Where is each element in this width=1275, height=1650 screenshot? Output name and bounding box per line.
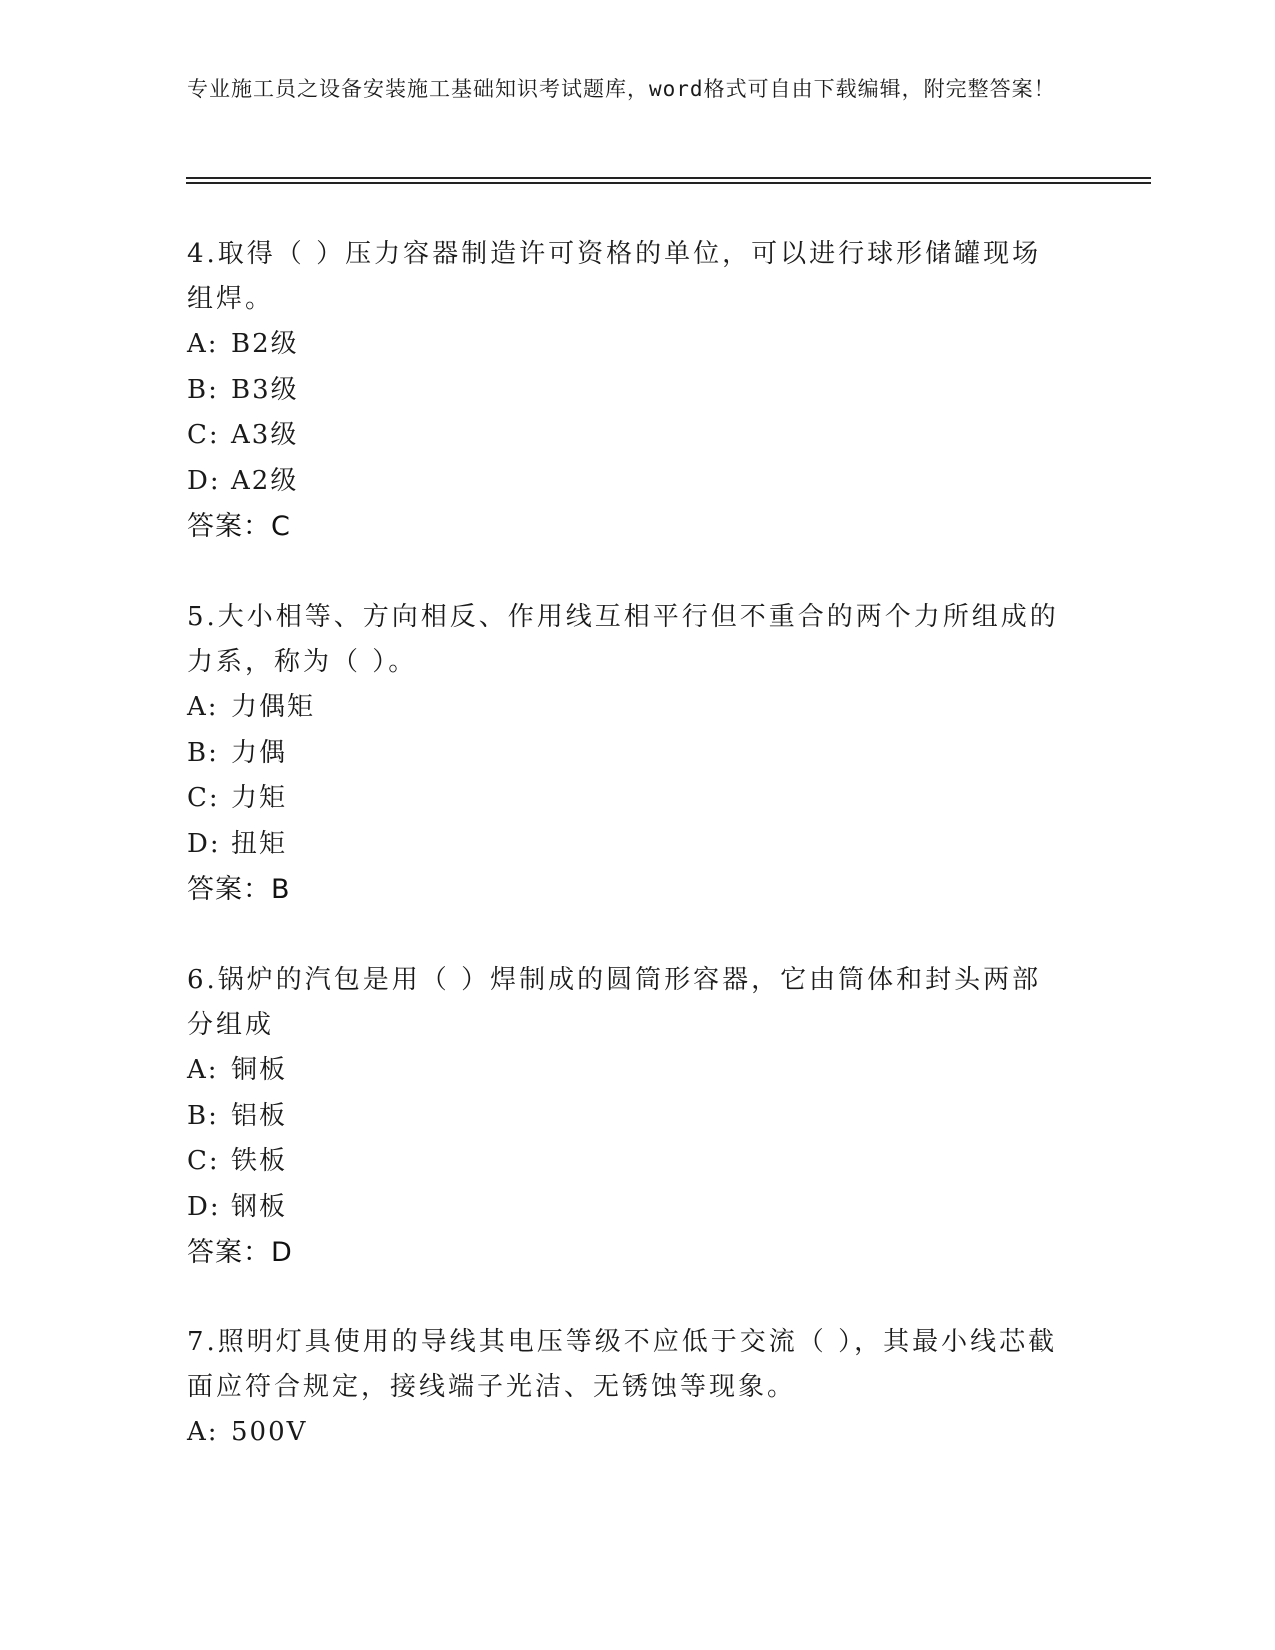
option-list [187,1410,1067,1456]
option-letter: D: [187,465,221,496]
option-a [187,685,1067,731]
option-text: A3级 [231,420,299,450]
option-text: 铁板 [231,1146,288,1176]
option-list [187,1048,1067,1230]
option-letter: D: [187,1191,221,1222]
option-d [187,1185,1067,1231]
option-text: B3级 [231,374,299,405]
option-list [187,685,1067,867]
document-header: 专业施工员之设备安装施工基础知识考试题库，word格式可自由下载编辑，附完整答案！ [187,77,1056,101]
option-b [187,1094,1067,1140]
question-stem: 6.锅炉的汽包是用（ ）焊制成的圆筒形容器，它由筒体和封头两部分组成 [187,965,1042,1040]
option-text: A2级 [231,465,299,496]
answer-line: 答案：B [187,874,291,905]
option-d [187,459,1067,505]
option-list [187,322,1067,504]
option-a [187,1048,1067,1094]
option-c [187,776,1067,822]
option-c [187,413,1067,459]
option-letter: D: [187,828,221,859]
answer-line: 答案：D [187,1237,293,1268]
option-b [187,731,1067,777]
answer-line: 答案：C [187,511,291,542]
option-d [187,822,1067,868]
question-6 [187,958,1067,1276]
header-rule-top [186,177,1151,179]
option-text: 扭矩 [231,828,288,859]
option-a [187,322,1067,368]
option-a [187,1410,1067,1456]
option-letter: C: [187,420,220,450]
option-letter: A: [187,1055,219,1085]
option-text: 力偶矩 [231,692,316,722]
option-letter: B: [187,374,219,405]
option-letter: C: [187,783,220,813]
option-letter: A: [187,1417,219,1447]
question-stem: 5.大小相等、方向相反、作用线互相平行但不重合的两个力所组成的力系，称为（ ）。 [187,602,1059,677]
option-b [187,368,1067,414]
question-4 [187,232,1067,550]
option-letter: A: [187,329,219,359]
option-letter: B: [187,1100,219,1131]
option-text: 500V [231,1417,308,1447]
question-5 [187,595,1067,913]
option-c [187,1139,1067,1185]
option-text: 铝板 [231,1100,288,1131]
option-text: 力偶 [231,737,288,768]
header-rule-bottom [186,182,1151,184]
option-letter: C: [187,1146,220,1176]
question-7 [187,1320,1067,1456]
option-text: 力矩 [231,783,288,813]
option-letter: B: [187,737,219,768]
option-letter: A: [187,692,219,722]
option-text: 钢板 [231,1191,288,1222]
option-text: 铜板 [231,1055,288,1085]
question-stem: 7.照明灯具使用的导线其电压等级不应低于交流（ ），其最小线芯截面应符合规定，接线端子光洁、无锈蚀等现象。 [187,1327,1058,1402]
option-text: B2级 [231,329,299,359]
question-stem: 4.取得（ ）压力容器制造许可资格的单位，可以进行球形储罐现场组焊。 [187,239,1042,314]
